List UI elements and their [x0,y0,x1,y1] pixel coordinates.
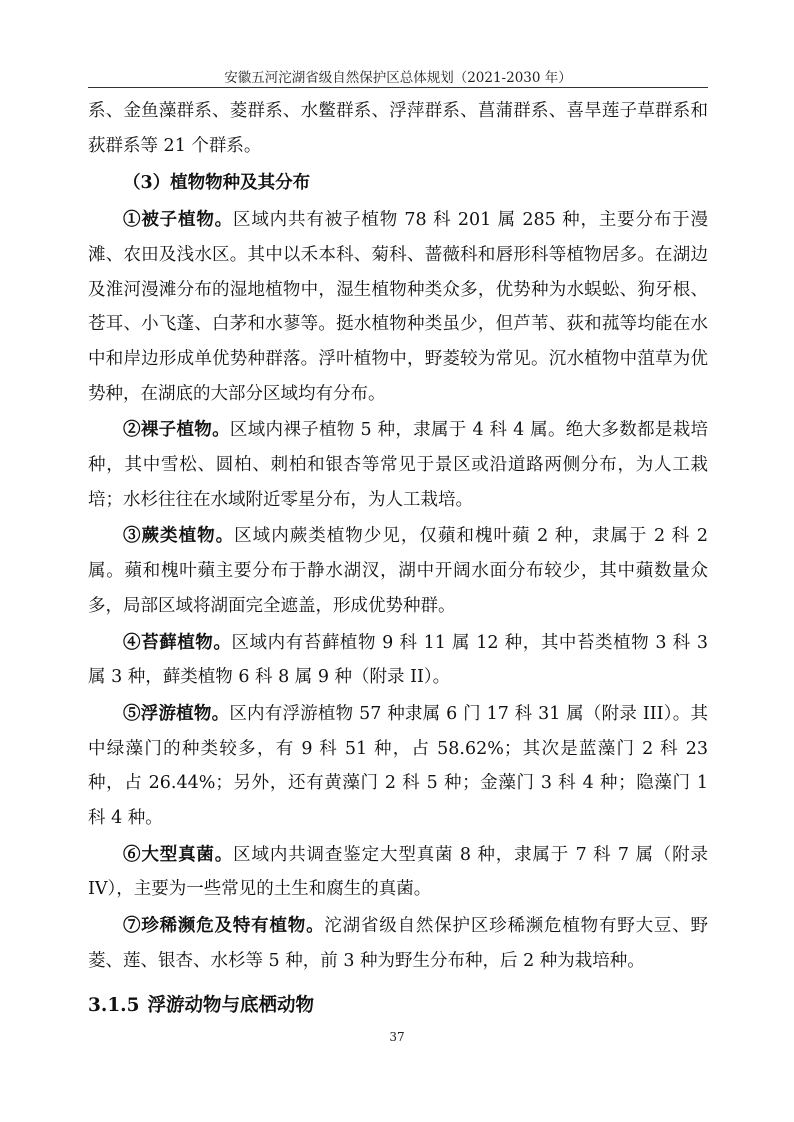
text-angiosperms: 区域内共有被子植物 78 科 201 属 285 种，主要分布于漫滩、农田及浅水区。其中以禾本科、菊科、蔷薇科和唇形科等植物居多。在湖边及淮河漫滩分布的湿地植物中，湿生植物种类众多，优势种为水蜈蚣、狗牙根、苍耳、小飞蓬、白茅和水蓼等。挺水植物种类虽少，但芦苇、荻和菰等均能在水中和岸边形成单优势种群落。浮叶植物中，野菱较为常见。沉水植物中菹草为优势种，在湖底的大部分区域均有分布。 [88,210,709,404]
lead-angiosperms: ①被子植物。 [123,210,234,231]
header-rule [88,87,708,88]
body-content [88,94,708,1023]
lead-gymnosperms: ②裸子植物。 [123,420,230,441]
text-gymnosperms: 区域内裸子植物 5 种，隶属于 4 科 4 属。绝大多数都是栽培种，其中雪松、圆柏、刺柏和银杏等常见于景区或沿道路两侧分布，为人工栽培；水杉往往在水域附近零星分布，为人工栽培。 [88,420,709,510]
lead-bryophytes: ④苔藓植物。 [123,632,232,653]
lead-phytoplankton: ⑤浮游植物。 [123,703,230,724]
running-header: 安徽五河沱湖省级自然保护区总体规划（2021-2030 年） [224,70,572,86]
section-title: 浮游动物与底栖动物 [147,994,315,1016]
text-phytoplankton: 区内有浮游植物 57 种隶属 6 门 17 科 31 属（附录 III）。其中绿藻门的种类较多，有 9 科 51 种，占 58.62%；其次是蓝藻门 2 科 23 种，占 26.44%；另外，还有黄藻门 2 科 5 种；金藻门 3 科 4 种；隐藻门 1 科 4 种。 [88,703,708,829]
lead-macrofungi: ⑥大型真菌。 [123,844,234,865]
text-macrofungi: 区域内共调查鉴定大型真菌 8 种，隶属于 7 科 7 属（附录 IV），主要为一些常见的土生和腐生的真菌。 [88,844,709,900]
paragraph-gymnosperms [88,413,708,517]
text-bryophytes: 区域内有苔藓植物 9 科 11 属 12 种，其中苔类植物 3 科 3 属 3 种，藓类植物 6 科 8 属 9 种（附录 II）。 [88,632,709,688]
paragraph-bryophytes [88,626,708,695]
text-rare-plants: 沱湖省级自然保护区珍稀濒危植物有野大豆、野菱、莲、银杏、水杉等 5 种，前 3 种为野生分布种，后 2 种为栽培种。 [88,916,709,971]
paragraph-rare-plants [88,909,708,978]
paragraph-ferns [88,519,708,623]
paragraph-angiosperms [88,203,708,411]
paragraph-macrofungi [88,838,708,907]
intro-paragraph: 系、金鱼藻群系、菱群系、水鳖群系、浮萍群系、菖蒲群系、喜旱莲子草群系和荻群系等 21 个群系。 [88,101,708,156]
subheading-plant-species: （3）植物物种及其分布 [123,173,311,194]
section-heading [88,989,708,1024]
text-ferns: 区域内蕨类植物少见，仅蘋和槐叶蘋 2 种，隶属于 2 科 2 属。蘋和槐叶蘋主要分布于静水湖汊，湖中开阔水面分布较少，其中蘋数量众多，局部区域将湖面完全遮盖，形成优势种群。 [88,526,709,616]
lead-ferns: ③蕨类植物。 [123,526,235,547]
lead-rare-plants: ⑦珍稀濒危及特有植物。 [123,916,325,937]
page-number: 37 [389,1030,405,1044]
section-number: 3.1.5 [88,994,140,1016]
paragraph-phytoplankton [88,697,708,836]
